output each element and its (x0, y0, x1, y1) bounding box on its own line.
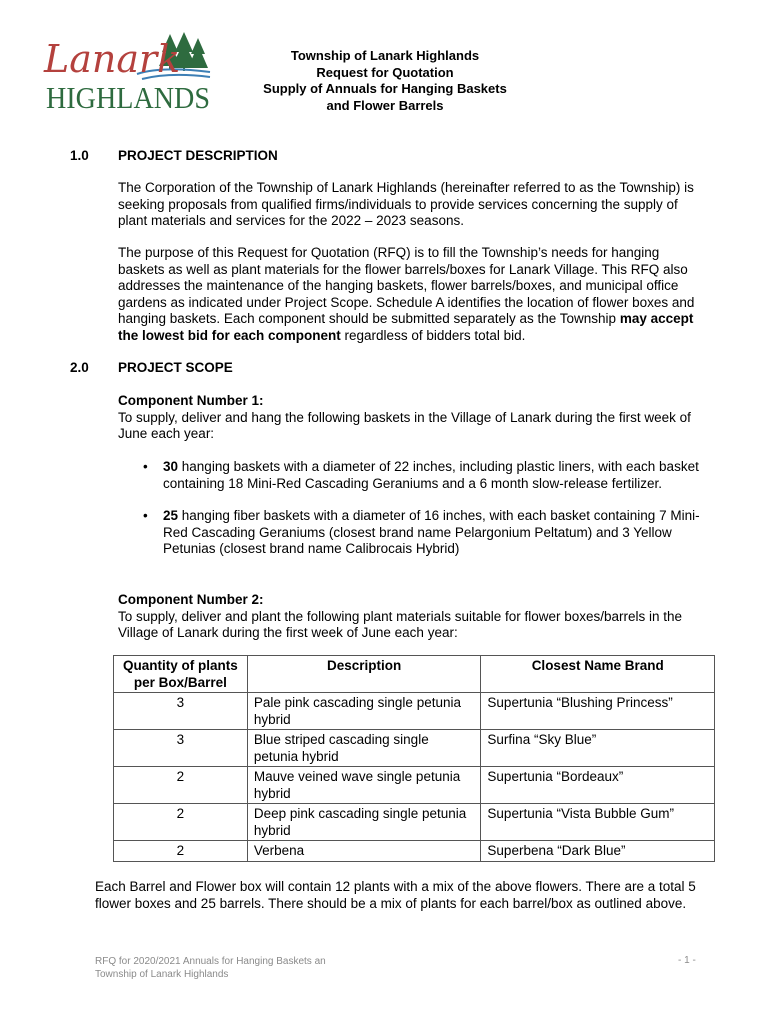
section-2-number: 2.0 (70, 360, 89, 375)
component-1-text: To supply, deliver and hang the following baskets in the Village of Lanark during the first week of June each year: (118, 409, 691, 441)
logo-caps-text: HIGHLANDS (46, 80, 210, 114)
cell-quantity: 3 (114, 730, 248, 767)
logo-script-text: Lanark (44, 37, 181, 81)
bullet-count: 30 (163, 459, 179, 474)
cell-description: Verbena (247, 841, 481, 862)
cell-quantity: 2 (114, 841, 248, 862)
header-line-4: and Flower Barrels (326, 97, 444, 113)
cell-brand: Supertunia “Blushing Princess” (481, 693, 715, 730)
bullet-text: hanging baskets with a diameter of 22 inches, including plastic liners, with each basket containing 18 Mini-Red Cascading Geraniums and a 6 month slow-release fertilizer. (163, 459, 699, 491)
list-item (140, 459, 700, 492)
section-1-title: PROJECT DESCRIPTION (118, 148, 278, 163)
plant-materials-table (113, 655, 715, 862)
para2-bold-text: may accept the lowest bid for each component (118, 311, 694, 343)
table-header-row (114, 656, 715, 693)
table-row (114, 767, 715, 804)
township-logo (42, 30, 214, 114)
cell-brand: Supertunia “Bordeaux” (481, 767, 715, 804)
closing-paragraph: Each Barrel and Flower box will contain 12 plants with a mix of the above flowers. There are a total 5 flower boxes and 25 barrels. There should be a mix of plants for each barrel/box as outlined above. (95, 879, 696, 911)
component-1-bullets (140, 459, 700, 558)
component-2-text: To supply, deliver and plant the following plant materials suitable for flower boxes/barrels in the Village of Lanark during the first week of June each year: (118, 608, 683, 640)
header-line-2: Request for Quotation (316, 64, 454, 80)
footer-line-1: RFQ for 2020/2021 Annuals for Hanging Baskets an (95, 956, 326, 967)
table-row (114, 841, 715, 862)
table-row (114, 804, 715, 841)
table-row (114, 730, 715, 767)
bullet-count: 25 (163, 508, 179, 523)
section-2-title: PROJECT SCOPE (118, 360, 233, 375)
section-1-number: 1.0 (70, 148, 89, 163)
component-2-title: Component Number 2: (118, 592, 264, 607)
header-line-1: Township of Lanark Highlands (290, 48, 480, 63)
column-header-quantity: Quantity of plants per Box/Barrel (114, 656, 248, 693)
list-item (140, 508, 700, 558)
footer-line-2: Township of Lanark Highlands (95, 969, 229, 980)
page-number: - 1 - (678, 955, 696, 966)
column-header-brand: Closest Name Brand (481, 656, 715, 693)
component-1-block (118, 393, 708, 443)
component-2-block (118, 592, 708, 642)
cell-brand: Surfina “Sky Blue” (481, 730, 715, 767)
column-header-description: Description (247, 656, 481, 693)
section-1-paragraph-2 (118, 245, 708, 344)
para2-text-b: regardless of bidders total bid. (340, 327, 526, 343)
cell-brand: Supertunia “Vista Bubble Gum” (481, 804, 715, 841)
cell-description: Deep pink cascading single petunia hybrid (247, 804, 481, 841)
bullet-text: hanging fiber baskets with a diameter of 16 inches, with each basket containing 7 Mini-Red Cascading Geraniums (closest brand name Pelargonium Peltatum) and 3 Yellow Petunias (closest brand name Calibrocais Hybrid) (163, 508, 700, 556)
cell-description: Mauve veined wave single petunia hybrid (247, 767, 481, 804)
para2-text-a: The purpose of this Request for Quotation (RFQ) is to fill the Township’s needs for hanging baskets as well as plant materials for the flower barrels/boxes for Lanark Village. This RFQ also addresses the maintenance of the hanging baskets, flower barrels/boxes, and municipal office gardens as indicated under Project Scope. Schedule A identifies the location of flower boxes and hanging baskets. Each component should be submitted separately as the Township (118, 245, 695, 326)
bullet-icon: • (143, 508, 148, 523)
section-1-paragraph-1: The Corporation of the Township of Lanark Highlands (hereinafter referred to as the Township) is seeking proposals from qualified firms/individuals to provide services concerning the supply of plant materials and services for the 2022 – 2023 seasons. (118, 180, 694, 228)
cell-description: Pale pink cascading single petunia hybrid (247, 693, 481, 730)
document-header (240, 48, 530, 114)
bullet-icon: • (143, 459, 148, 474)
component-1-title: Component Number 1: (118, 393, 264, 408)
cell-brand: Superbena “Dark Blue” (481, 841, 715, 862)
header-line-3: Supply of Annuals for Hanging Baskets (263, 81, 507, 96)
page-footer (95, 955, 326, 981)
cell-description: Blue striped cascading single petunia hybrid (247, 730, 481, 767)
cell-quantity: 3 (114, 693, 248, 730)
cell-quantity: 2 (114, 804, 248, 841)
table-row (114, 693, 715, 730)
cell-quantity: 2 (114, 767, 248, 804)
